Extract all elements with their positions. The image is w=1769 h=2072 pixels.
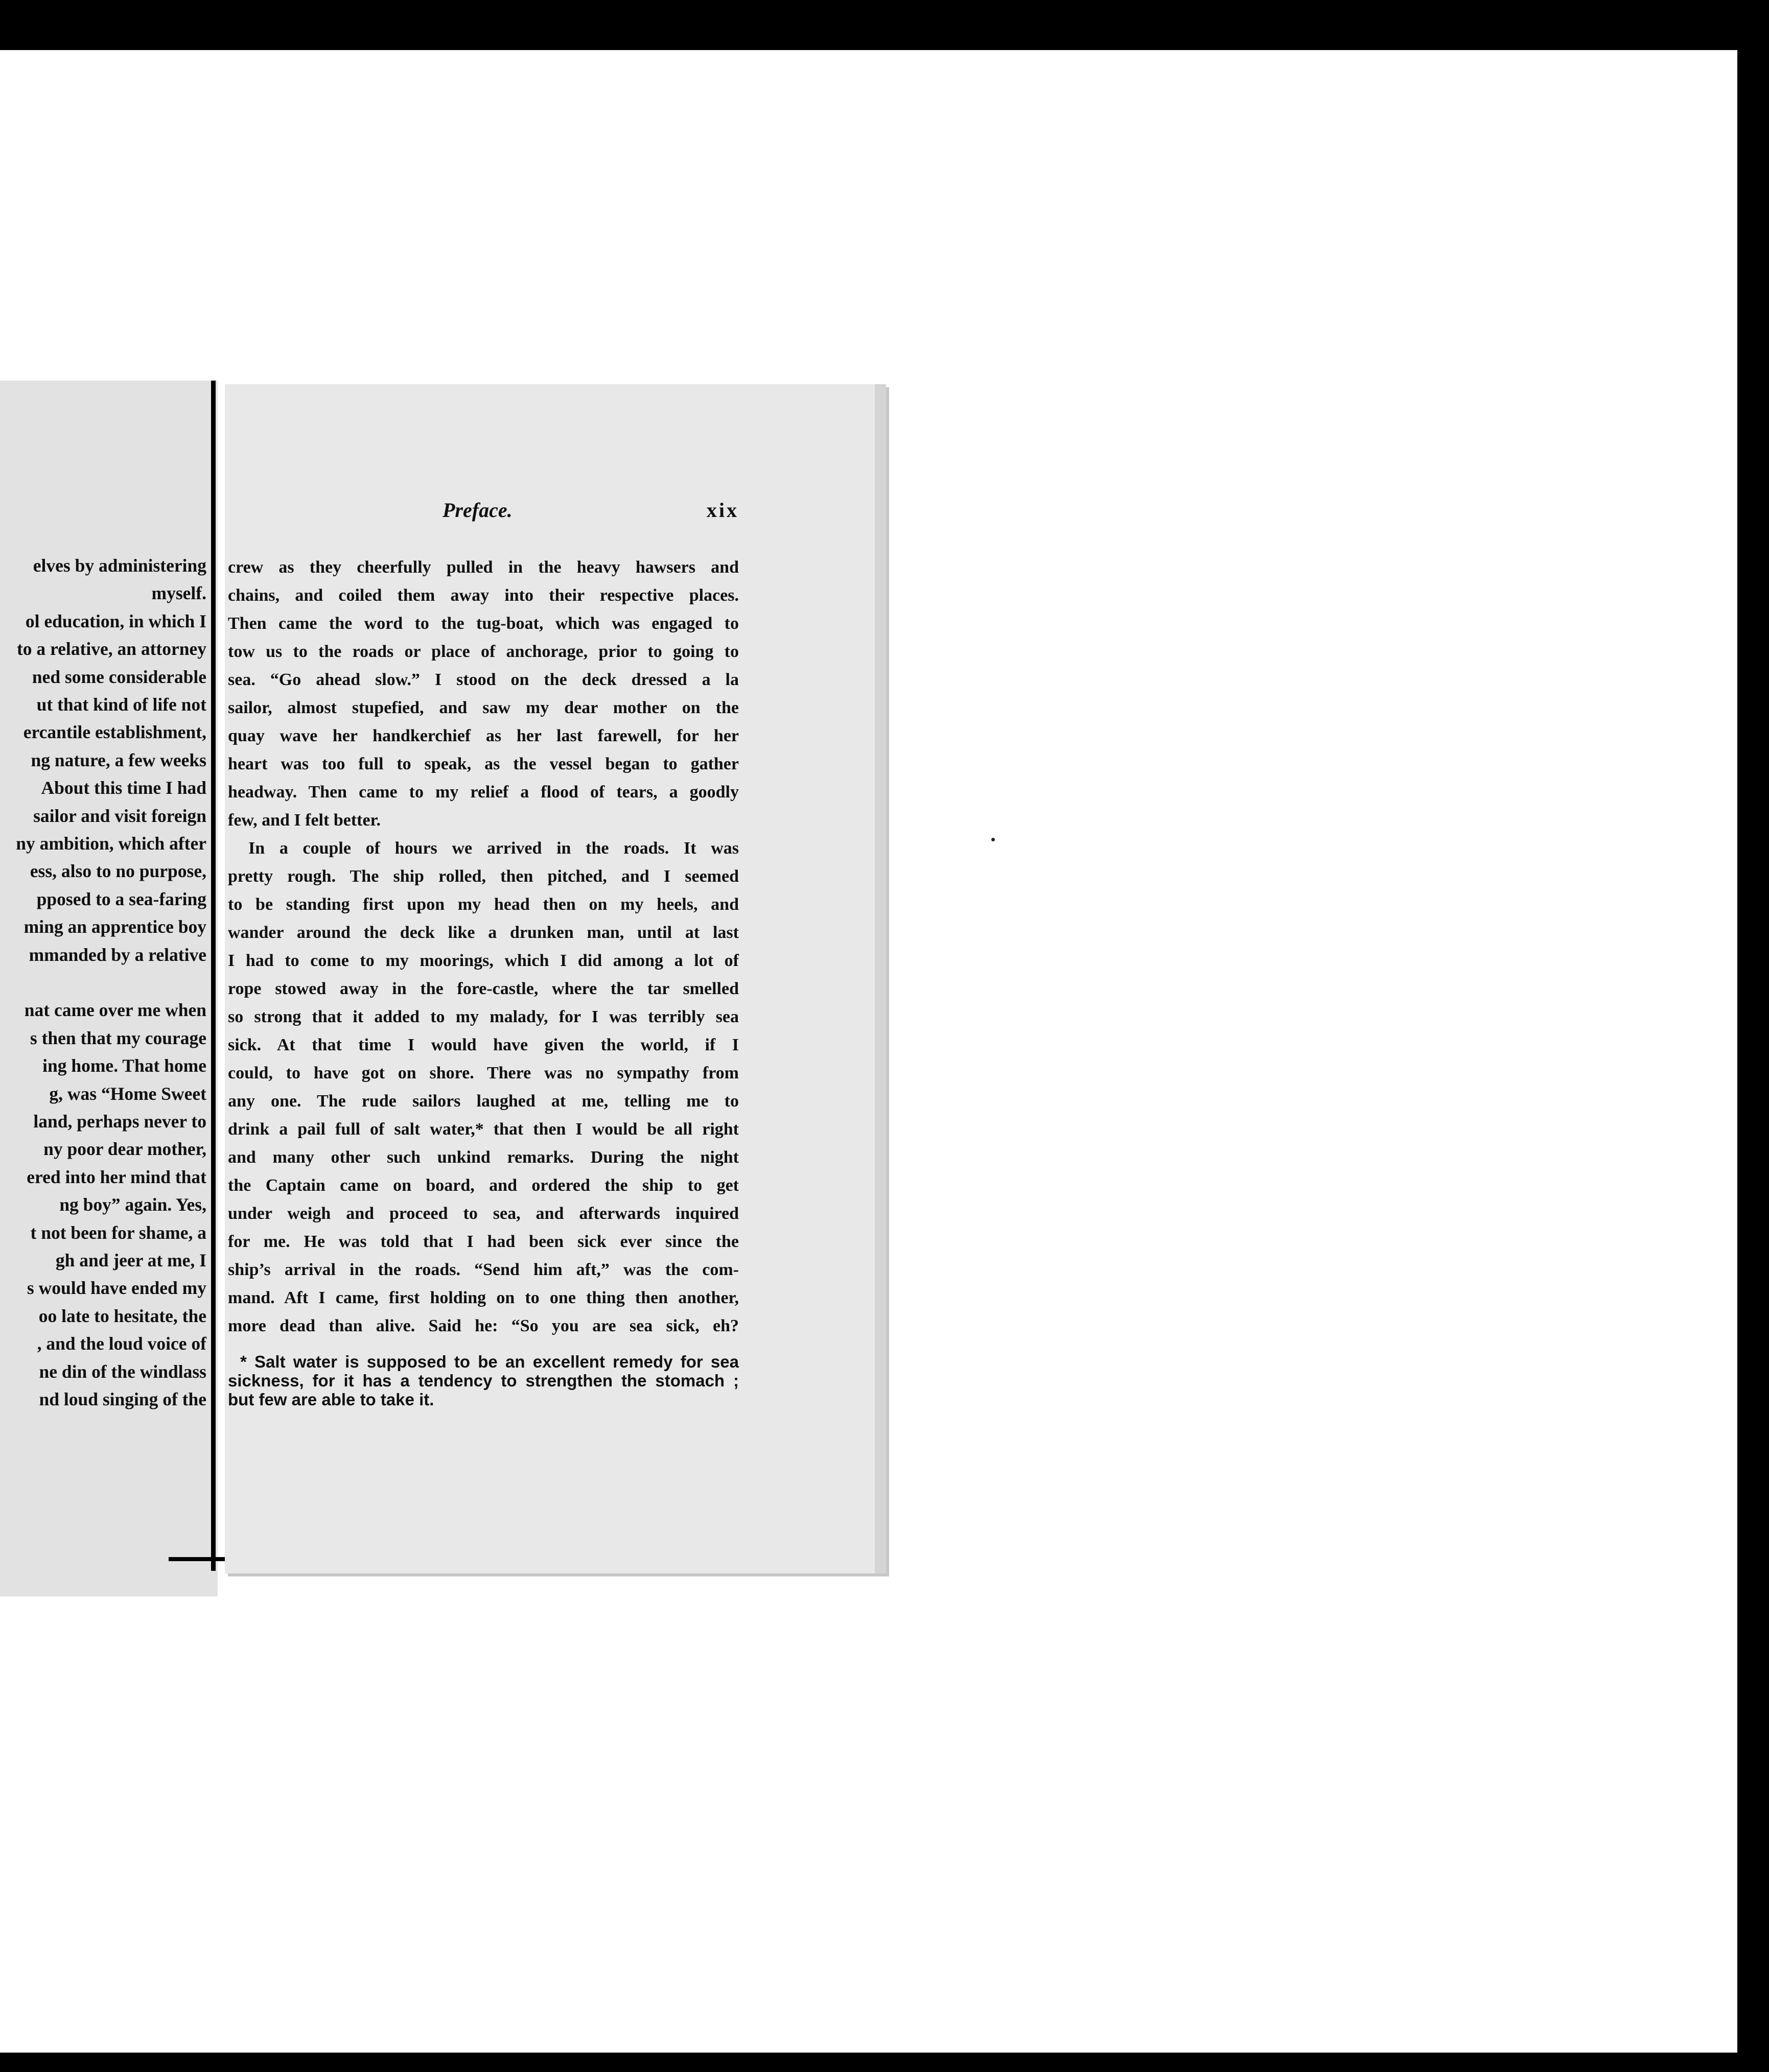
text-line: to be standing first upon my head then on my heels, and [228, 895, 739, 914]
film-edge [1737, 50, 1769, 2053]
text-line: drink a pail full of salt water,* that then I would be all right [228, 1120, 739, 1139]
running-head-title: Preface. [443, 499, 513, 522]
text-line: wander around the deck like a drunken man, until at last [228, 923, 739, 942]
text-line: could, to have got on shore. There was no sympathy from [228, 1064, 739, 1082]
left-page-line: ered into her mind that [27, 1166, 206, 1187]
footnote [228, 1352, 739, 1409]
text-line: few, and I felt better. [228, 811, 381, 830]
left-page-line: t not been for shame, a [30, 1222, 206, 1243]
text-line: tow us to the roads or place of anchorage, prior to going to [228, 642, 739, 661]
left-page-line: elves by administering [33, 555, 206, 576]
left-page-line: mmanded by a relative [29, 944, 206, 965]
left-page-line: ess, also to no purpose, [30, 861, 206, 882]
left-page-line: ned some considerable [32, 666, 206, 687]
footnote-line: sickness, for it has a tendency to strengthen the stomach ; [228, 1371, 739, 1390]
left-page-line: ny ambition, which after [16, 833, 206, 854]
book-gutter [211, 381, 216, 1571]
left-page-line: gh and jeer at me, I [55, 1250, 206, 1270]
paragraph-1 [228, 553, 739, 834]
left-page-line: nd loud singing of the [39, 1389, 206, 1409]
text-line: pretty rough. The ship rolled, then pitched, and I seemed [228, 867, 739, 886]
text-line: more dead than alive. Said he: “So you are sea sick, eh? [228, 1316, 739, 1335]
left-page-line: ol education, in which I [25, 610, 206, 631]
left-page-line: g, was “Home Sweet [49, 1083, 206, 1104]
left-page-line: s then that my courage [30, 1027, 206, 1048]
left-page-line: ng nature, a few weeks [31, 749, 206, 770]
footnote-line: * Salt water is supposed to be an excellent remedy for sea [240, 1352, 739, 1371]
page-number: xix [706, 499, 739, 522]
text-line: so strong that it added to my malady, for I was terribly sea [228, 1007, 739, 1026]
text-line: sea. “Go ahead slow.” I stood on the deck dressed a la [228, 670, 739, 689]
paragraph-2 [228, 834, 739, 1340]
left-page-line: ercantile establishment, [23, 722, 206, 743]
left-page-line: land, perhaps never to [33, 1111, 206, 1132]
text-line: for me. He was told that I had been sick ever since the [228, 1232, 739, 1251]
text-line: ship’s arrival in the roads. “Send him aft,” was the com- [228, 1260, 739, 1279]
left-page-line: ne din of the windlass [39, 1361, 206, 1382]
left-page-line: ny poor dear mother, [43, 1139, 206, 1160]
left-page-line: s would have ended my [27, 1278, 206, 1299]
text-line: In a couple of hours we arrived in the roads. It was [248, 839, 739, 858]
left-page-line: ut that kind of life not [36, 694, 206, 715]
left-page-line: nat came over me when [24, 1000, 206, 1021]
text-line: any one. The rude sailors laughed at me, telling me to [228, 1092, 739, 1111]
left-page-fragment [0, 381, 218, 1596]
left-page-line: , and the loud voice of [37, 1333, 206, 1354]
left-page-line: ing home. That home [42, 1055, 206, 1076]
text-line: headway. Then came to my relief a flood of tears, a goodly [228, 783, 739, 802]
text-line: quay wave her handkerchief as her last farewell, for her [228, 726, 739, 745]
text-line: sailor, almost stupefied, and saw my dear mother on the [228, 698, 739, 717]
text-line: I had to come to my moorings, which I did among a lot of [228, 951, 739, 970]
body-text [228, 553, 739, 1340]
text-line: crew as they cheerfully pulled in the heavy hawsers and [228, 558, 739, 577]
text-line: mand. Aft I came, first holding on to one thing then another, [228, 1288, 739, 1307]
text-line: chains, and coiled them away into their respective places. [228, 586, 739, 605]
text-line: heart was too full to speak, as the vessel began to gather [228, 755, 739, 773]
footnote-line: but few are able to take it. [228, 1390, 434, 1409]
left-page-line: myself. [151, 583, 206, 604]
left-page-line: to a relative, an attorney [16, 639, 206, 660]
text-line: under weigh and proceed to sea, and afterwards inquired [228, 1204, 739, 1223]
left-page-line: oo late to hesitate, the [38, 1305, 206, 1326]
text-line: rope stowed away in the fore-castle, where the tar smelled [228, 979, 739, 998]
left-page-line: ming an apprentice boy [24, 916, 206, 937]
text-line: Then came the word to the tug-boat, which was engaged to [228, 614, 739, 633]
text-line: sick. At that time I would have given the world, if I [228, 1035, 739, 1054]
left-page-line: sailor and visit foreign [33, 805, 206, 826]
left-page-line: About this time I had [41, 778, 206, 798]
text-line: and many other such unkind remarks. During the night [228, 1148, 739, 1167]
left-page-line: ng boy” again. Yes, [59, 1194, 206, 1215]
left-page-line: pposed to a sea-faring [36, 888, 206, 909]
text-line: the Captain came on board, and ordered the ship to get [228, 1176, 739, 1195]
running-head [228, 498, 739, 529]
film-speck [991, 838, 995, 841]
